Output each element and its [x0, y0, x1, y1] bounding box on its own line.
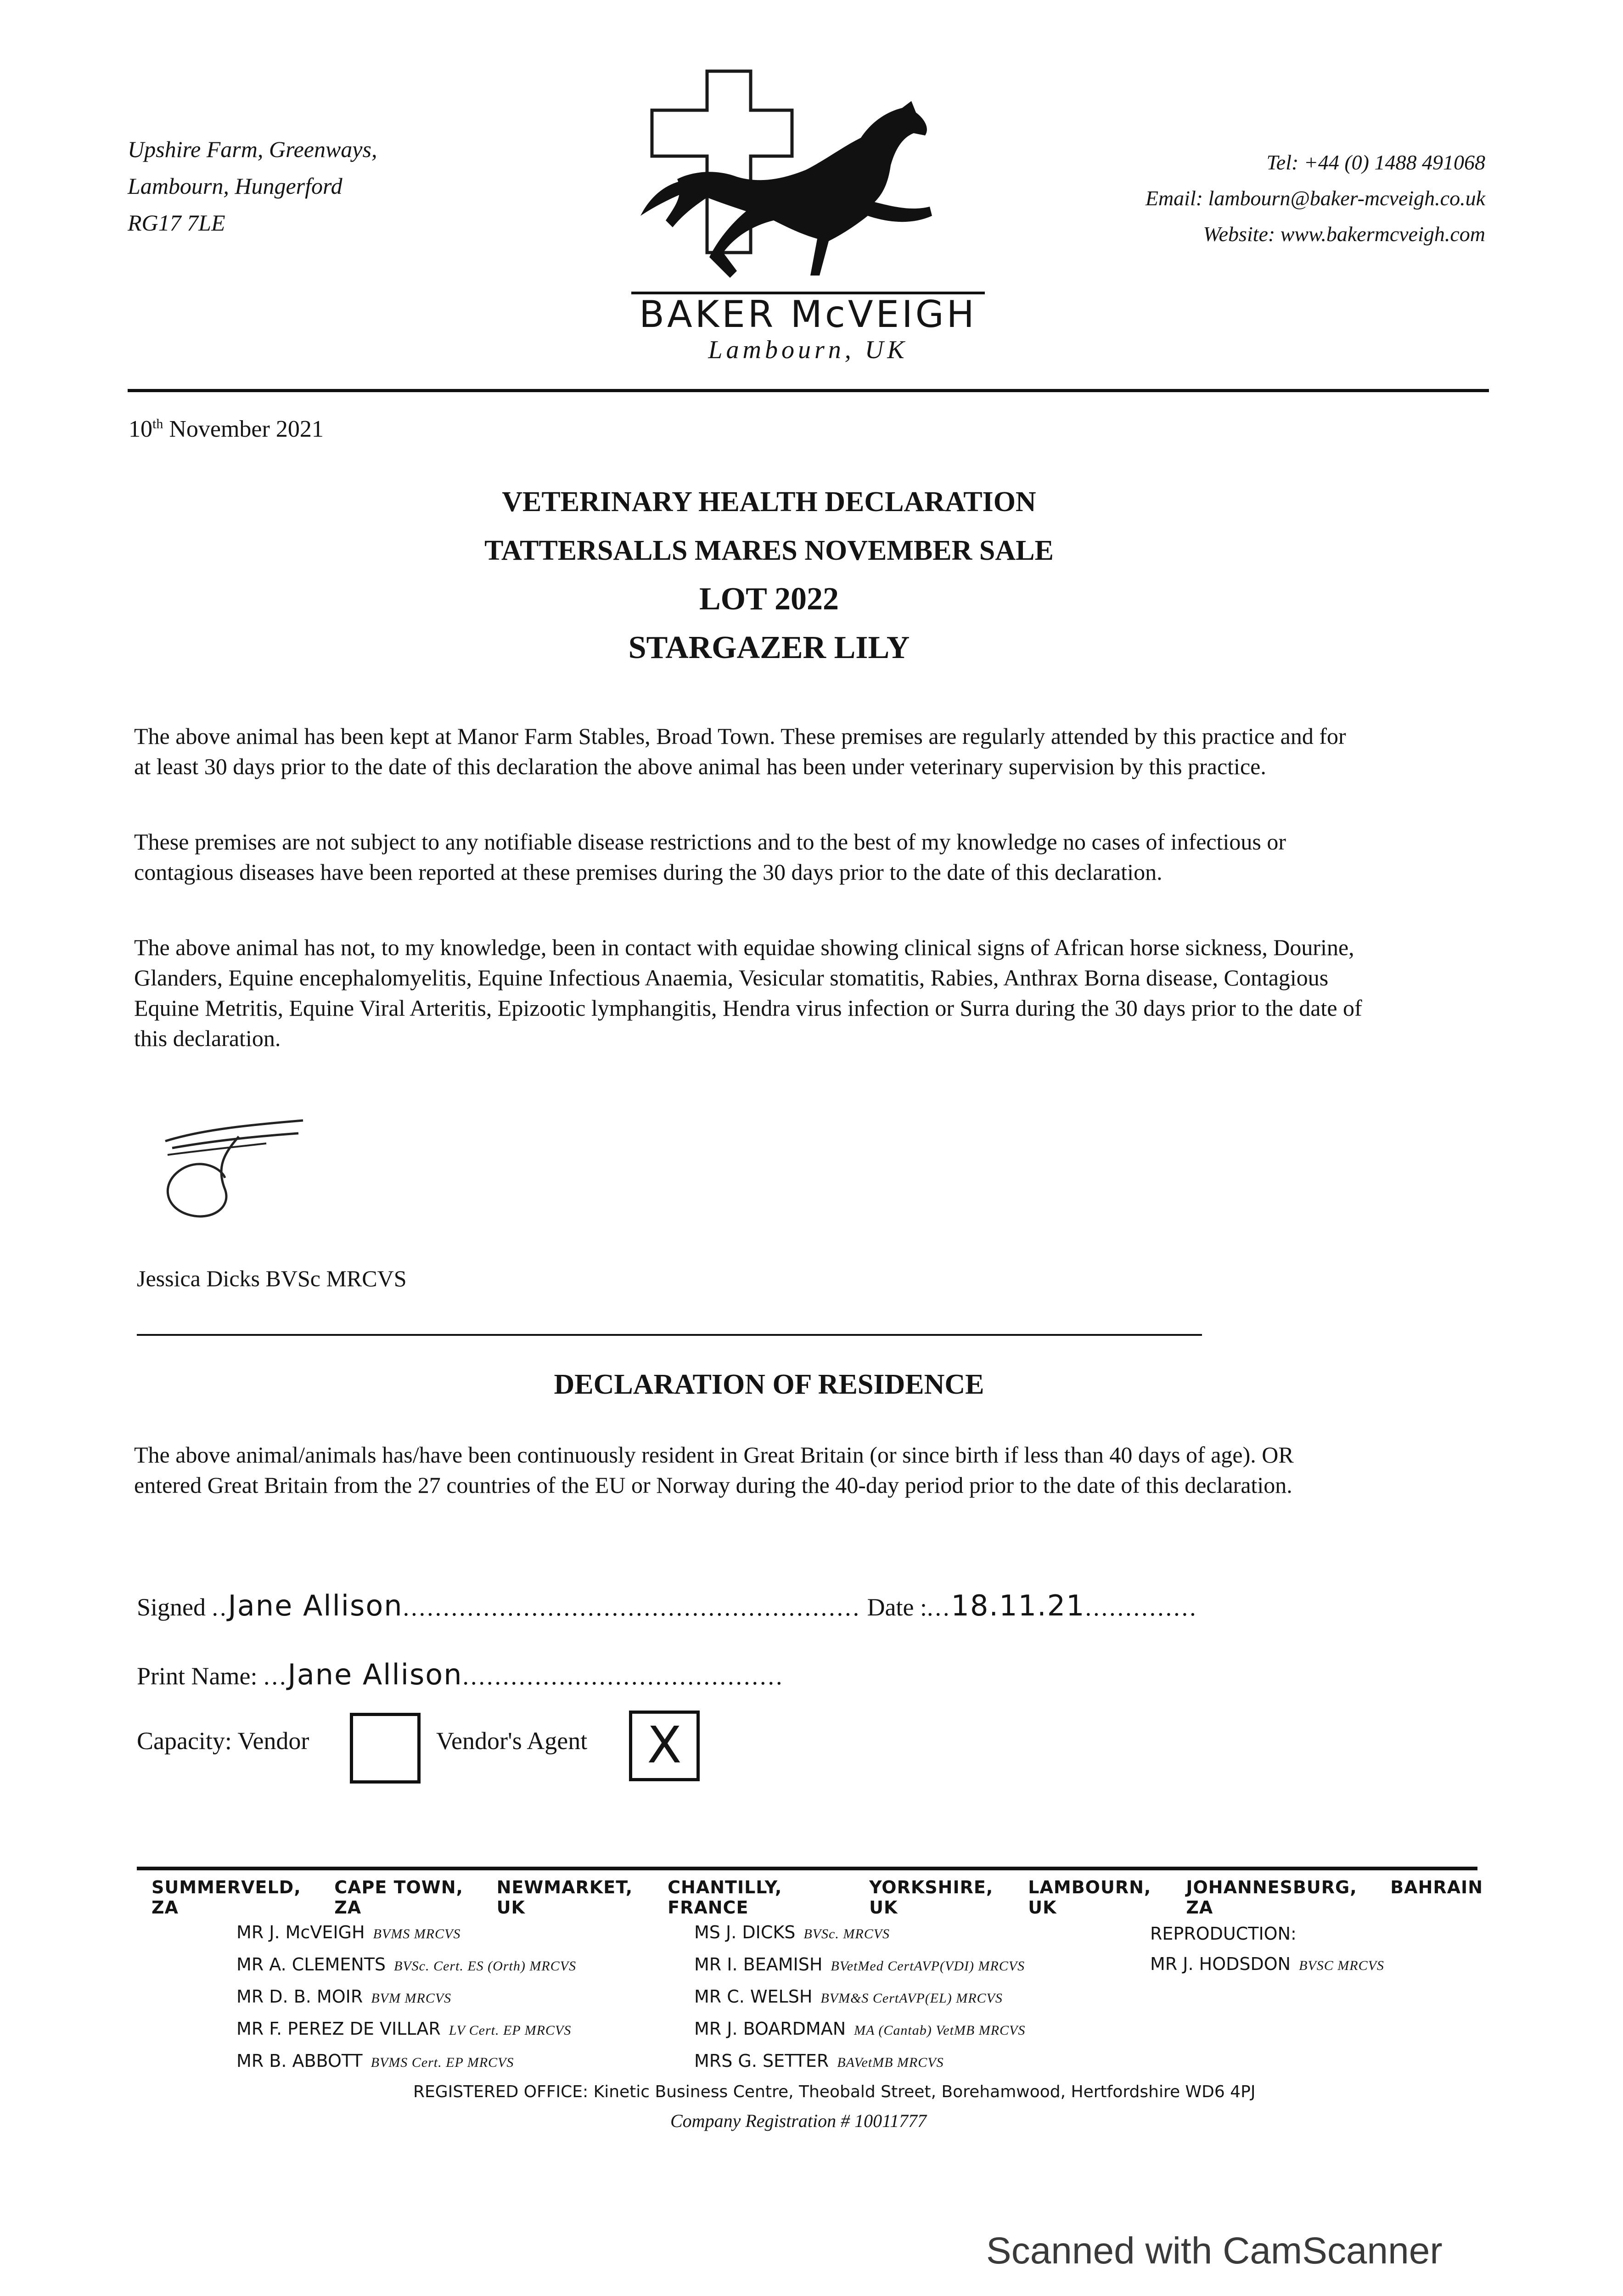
staff-column-3: [1150, 1919, 1384, 1981]
staff-qualifications: BVSc. MRCVS: [803, 1926, 890, 1941]
scanner-watermark: Scanned with CamScanner: [986, 2230, 1443, 2272]
vendor-agent-check-mark: X: [647, 1716, 682, 1774]
staff-entry: [236, 2046, 576, 2078]
staff-qualifications: BVSc. Cert. ES (Orth) MRCVS: [394, 1958, 576, 1974]
staff-qualifications: BVMS Cert. EP MRCVS: [371, 2055, 514, 2070]
address-block: [128, 131, 449, 241]
staff-column-2: [694, 1917, 1025, 2078]
title-lot: LOT 2022: [699, 581, 839, 617]
staff-entry: [694, 2046, 1025, 2078]
staff-entry: [694, 1949, 1025, 1981]
title-declaration: VETERINARY HEALTH DECLARATION: [502, 486, 1036, 518]
staff-entry: [236, 1981, 576, 2014]
staff-name: MR F. PEREZ DE VILLAR: [236, 2019, 441, 2039]
title-block: [367, 478, 1171, 672]
staff-qualifications: BVetMed CertAVP(VDI) MRCVS: [831, 1958, 1025, 1974]
vendor-agent-label: Vendor's Agent: [436, 1727, 588, 1755]
staff-name: MR D. B. MOIR: [236, 1986, 363, 2007]
capacity-vendor-label: Capacity: Vendor: [137, 1727, 309, 1755]
location-item: YORKSHIRE, UK: [869, 1877, 994, 1918]
company-registration: Company Registration # 10011777: [670, 2110, 927, 2131]
phone-number: Tel: +44 (0) 1488 491068: [1266, 151, 1485, 174]
staff-entry: [236, 1949, 576, 1981]
section-divider: [137, 1334, 1202, 1336]
vet-signature: [147, 1097, 312, 1226]
date-rest: November 2021: [163, 416, 324, 442]
website-address: Website: www.bakermcveigh.com: [1203, 222, 1485, 246]
contact-block: [980, 145, 1485, 252]
paragraph-contact: The above animal has not, to my knowledge, been in contact with equidae showing clinical signs of African horse sickness, Dourine, Glanders, Equine encephalomyelitis, Equine Infectious Anaemia, Vesicular stomatitis, Rabies, Anthrax Borna disease, Contagious Equine Metritis, Equine Viral Arteritis, Epizootic lymphangitis, Hendra virus infection or Surra during the 30 days prior to the date of this declaration.: [134, 934, 1362, 1051]
date-value: 18.11.21: [951, 1589, 1085, 1622]
brand-location: Lambourn, UK: [708, 336, 908, 364]
footer-divider: [137, 1867, 1477, 1870]
staff-entry: [694, 1917, 1025, 1949]
staff-entry: [694, 1981, 1025, 2014]
staff-qualifications: LV Cert. EP MRCVS: [449, 2023, 572, 2038]
staff-name: MRS G. SETTER: [694, 2051, 829, 2071]
address-line: Upshire Farm, Greenways,: [128, 136, 377, 162]
signed-line: Signed ..Jane Allison......................................................... Date :...18.11.21..............: [137, 1589, 1198, 1622]
brand-name: BAKER McVEIGH: [639, 293, 977, 336]
registered-office: REGISTERED OFFICE: Kinetic Business Centre, Theobald Street, Borehamwood, Hertfordshire WD6 4PJ: [413, 2082, 1256, 2101]
staff-qualifications: BAVetMB MRCVS: [837, 2055, 944, 2070]
location-item: CAPE TOWN, ZA: [334, 1877, 463, 1918]
staff-entry: [1150, 1949, 1384, 1981]
staff-name: MS J. DICKS: [694, 1922, 796, 1942]
signed-label: Signed: [137, 1593, 206, 1621]
date-label: Date :: [867, 1593, 927, 1621]
email-address: Email: lambourn@baker-mcveigh.co.uk: [1145, 186, 1485, 210]
locations-list: [152, 1877, 1483, 1918]
date-suffix: th: [152, 416, 163, 432]
title-sale: TATTERSALLS MARES NOVEMBER SALE: [484, 535, 1054, 566]
staff-name: MR I. BEAMISH: [694, 1954, 823, 1975]
residence-heading: DECLARATION OF RESIDENCE: [554, 1369, 984, 1400]
location-item: CHANTILLY, FRANCE: [668, 1877, 782, 1918]
staff-entry: [236, 1917, 576, 1949]
staff-qualifications: BVSC MRCVS: [1299, 1958, 1384, 1973]
header-divider: [128, 389, 1489, 392]
title-horse-name: STARGAZER LILY: [628, 630, 910, 665]
location-item: NEWMARKET, UK: [496, 1877, 633, 1918]
staff-name: MR A. CLEMENTS: [236, 1954, 386, 1975]
signer-name: Jessica Dicks BVSc MRCVS: [137, 1266, 407, 1291]
staff-qualifications: BVMS MRCVS: [373, 1926, 461, 1941]
staff-qualifications: BVM&S CertAVP(EL) MRCVS: [820, 1991, 1003, 2006]
location-item: JOHANNESBURG, ZA: [1186, 1877, 1357, 1918]
reproduction-title: REPRODUCTION:: [1150, 1924, 1297, 1944]
staff-column-1: [236, 1917, 576, 2078]
staff-qualifications: MA (Cantab) VetMB MRCVS: [854, 2023, 1026, 2038]
location-item: BAHRAIN: [1390, 1877, 1483, 1897]
paragraph-residence: The above animal/animals has/have been continuously resident in Great Britain (or since birth if less than 40 days of age). OR entered Great Britain from the 27 countries of the EU or Norway during the 40-day period prior to the date of this declaration.: [134, 1442, 1294, 1498]
vendor-checkbox[interactable]: [350, 1713, 421, 1784]
address-line: Lambourn, Hungerford: [128, 173, 343, 199]
date-day: 10: [129, 416, 152, 442]
address-line: RG17 7LE: [128, 210, 225, 236]
location-item: LAMBOURN, UK: [1028, 1877, 1151, 1918]
print-name-line: Print Name: ...Jane Allison........................................: [137, 1658, 784, 1691]
horse-cross-logo: [627, 69, 989, 298]
staff-entry: [236, 2014, 576, 2046]
signed-value: Jane Allison: [228, 1589, 403, 1622]
location-item: SUMMERVELD, ZA: [152, 1877, 301, 1918]
staff-name: MR J. McVEIGH: [236, 1922, 365, 1942]
staff-entry: [694, 2014, 1025, 2046]
staff-name: MR J. HODSDON: [1150, 1954, 1291, 1974]
staff-name: MR B. ABBOTT: [236, 2051, 363, 2071]
print-name-value: Jane Allison: [287, 1658, 463, 1691]
staff-name: MR C. WELSH: [694, 1986, 813, 2007]
print-name-label: Print Name:: [137, 1662, 258, 1690]
paragraph-supervision: The above animal has been kept at Manor Farm Stables, Broad Town. These premises are regularly attended by this practice and for at least 30 days prior to the date of this declaration the above animal has been under veterinary supervision by this practice.: [134, 723, 1346, 779]
document-date: [129, 416, 324, 443]
staff-qualifications: BVM MRCVS: [371, 1991, 452, 2006]
staff-name: MR J. BOARDMAN: [694, 2019, 846, 2039]
paragraph-restrictions: These premises are not subject to any notifiable disease restrictions and to the best of my knowledge no cases of infectious or contagious diseases have been reported at these premises during the 30 days prior to the date of this declaration.: [134, 829, 1286, 885]
